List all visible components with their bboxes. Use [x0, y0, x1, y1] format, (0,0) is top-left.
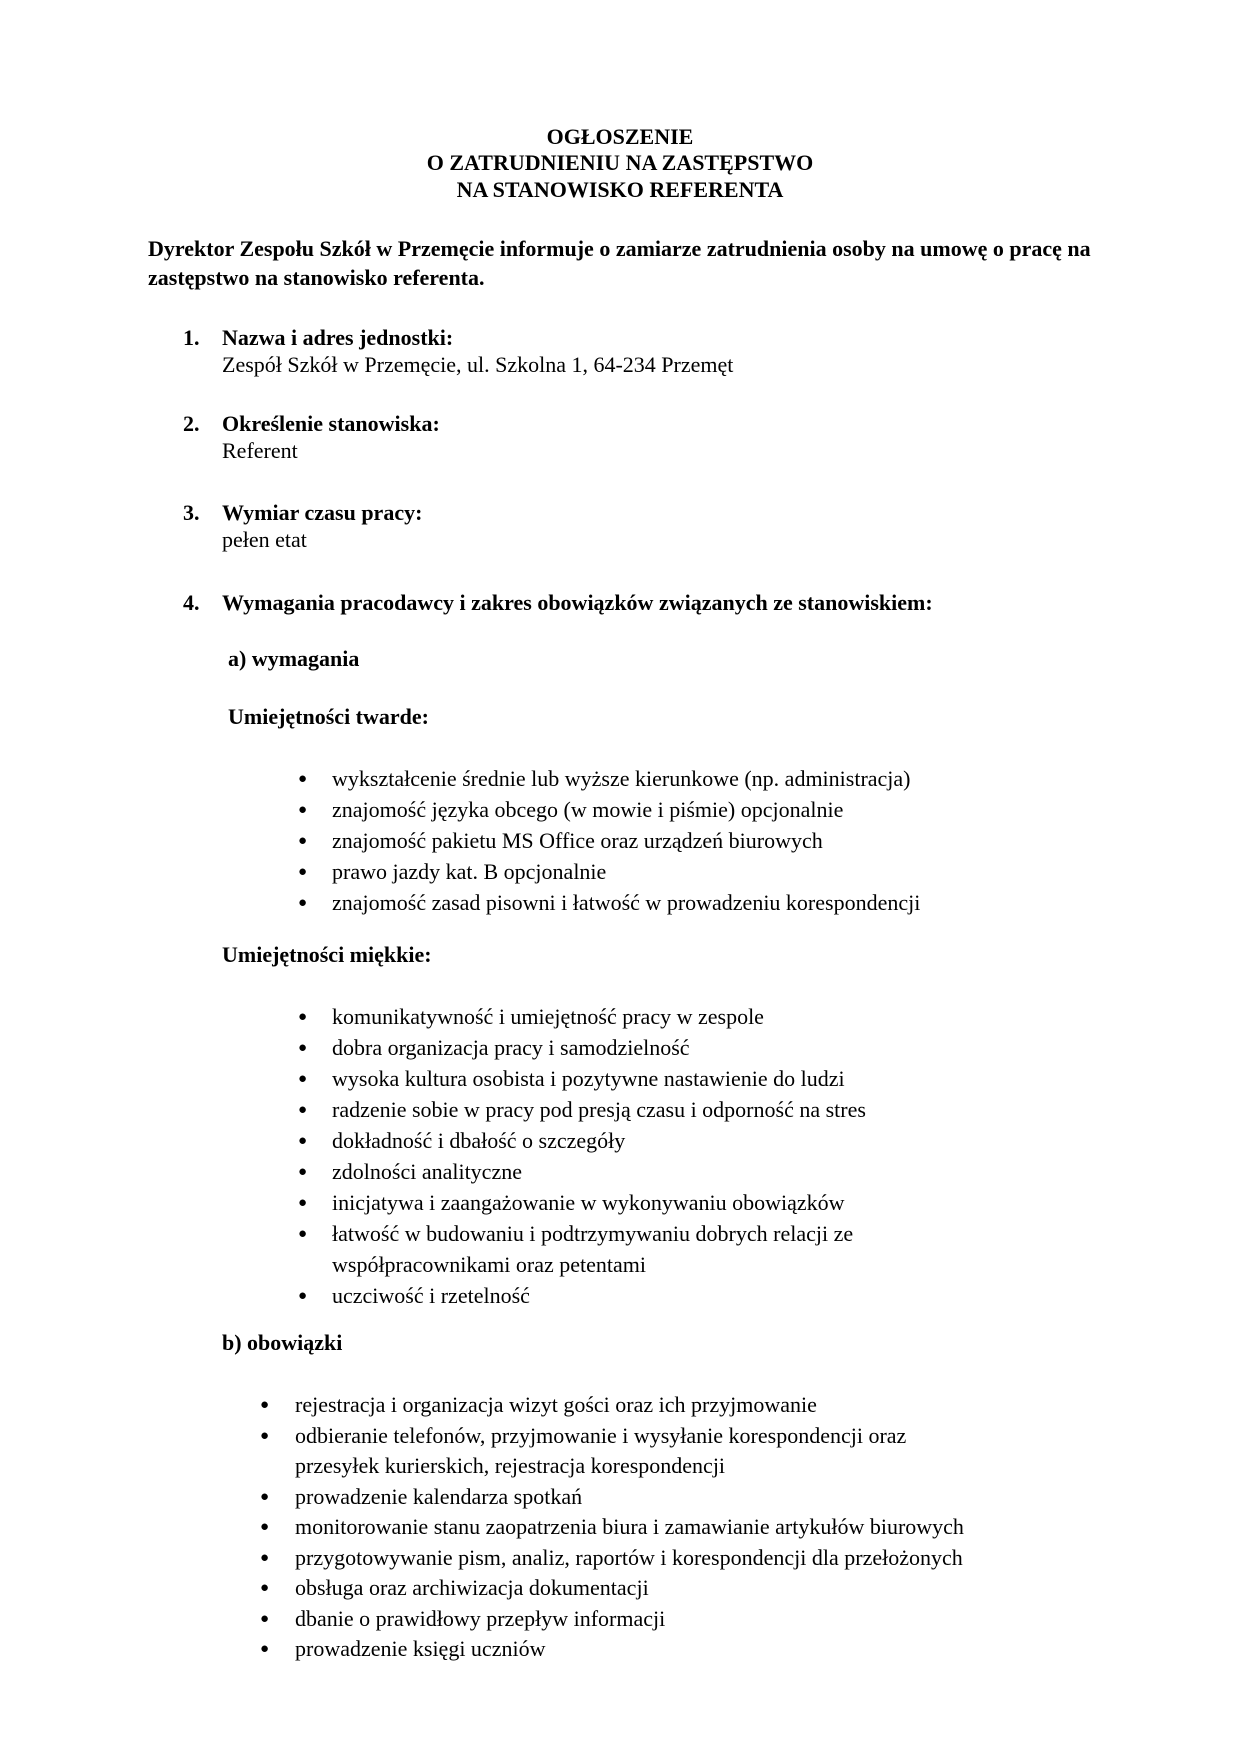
- list-item-text: przygotowywanie pism, analiz, raportów i korespondencji dla przełożonych: [295, 1544, 963, 1570]
- requirements-label: a) wymagania: [228, 646, 360, 671]
- section-2-number: 2.: [183, 411, 200, 436]
- list-item-text: radzenie sobie w pracy pod presją czasu i odporność na stres: [332, 1097, 866, 1122]
- title-line-3: NA STANOWISKO REFERENTA: [456, 177, 784, 202]
- list-item-text: zdolności analityczne: [332, 1159, 522, 1184]
- section-2-value: Referent: [222, 438, 298, 463]
- section-1-heading: Nazwa i adres jednostki:: [222, 325, 454, 350]
- list-item-text: prawo jazdy kat. B opcjonalnie: [332, 859, 607, 884]
- bullet-icon: ●: [298, 802, 308, 818]
- bullet-icon: ●: [298, 833, 308, 849]
- list-item-text: komunikatywność i umiejętność pracy w zespole: [332, 1004, 764, 1029]
- hard-skills-heading: Umiejętności twarde:: [228, 704, 429, 729]
- list-item-text: wysoka kultura osobista i pozytywne nastawienie do ludzi: [332, 1066, 845, 1091]
- bullet-icon: ●: [260, 1641, 270, 1657]
- list-item-text: współpracownikami oraz petentami: [332, 1252, 647, 1277]
- list-item-text: prowadzenie kalendarza spotkań: [295, 1483, 583, 1509]
- bullet-icon: ●: [260, 1488, 270, 1505]
- list-item-text: obsługa oraz archiwizacja dokumentacji: [295, 1575, 649, 1600]
- section-3-number: 3.: [183, 500, 200, 525]
- title-line-1: OGŁOSZENIE: [546, 124, 694, 149]
- list-item-text: prowadzenie księgi uczniów: [295, 1636, 546, 1661]
- title-line-2: O ZATRUDNIENIU NA ZASTĘPSTWO: [426, 150, 814, 175]
- bullet-icon: ●: [260, 1610, 270, 1627]
- list-item-text: inicjatywa i zaangażowanie w wykonywaniu obowiązków: [332, 1190, 845, 1215]
- list-item-text: znajomość zasad pisowni i łatwość w prowadzeniu korespondencji: [332, 890, 921, 915]
- list-item-text: dobra organizacja pracy i samodzielność: [332, 1035, 690, 1060]
- bullet-icon: ●: [298, 1288, 308, 1304]
- bullet-icon: ●: [298, 1226, 308, 1242]
- section-1-value: Zespół Szkół w Przemęcie, ul. Szkolna 1, 64-234 Przemęt: [222, 352, 734, 377]
- section-1-number: 1.: [183, 325, 200, 350]
- list-item-text: łatwość w budowaniu i podtrzymywaniu dobrych relacji ze: [332, 1221, 854, 1246]
- bullet-icon: ●: [298, 1164, 308, 1180]
- bullet-icon: ●: [298, 895, 308, 911]
- bullet-icon: ●: [260, 1519, 270, 1535]
- intro-paragraph: Dyrektor Zespołu Szkół w Przemęcie informuje o zamiarze zatrudnienia osoby na umowę o pracę na zastępstwo na stanowisko referenta.: [148, 236, 1091, 290]
- list-item-text: znajomość pakietu MS Office oraz urządzeń biurowych: [332, 828, 823, 853]
- bullet-icon: ●: [298, 1009, 308, 1025]
- soft-skills-heading: Umiejętności miękkie:: [222, 942, 432, 967]
- list-item-text: znajomość języka obcego (w mowie i piśmie) opcjonalnie: [332, 797, 844, 822]
- section-4-heading: Wymagania pracodawcy i zakres obowiązków związanych ze stanowiskiem:: [222, 590, 933, 615]
- list-item-text: uczciwość i rzetelność: [332, 1283, 530, 1308]
- bullet-icon: ●: [298, 1133, 308, 1149]
- bullet-icon: ●: [298, 1195, 308, 1211]
- list-item-text: dokładność i dbałość o szczegóły: [332, 1128, 626, 1153]
- bullet-icon: ●: [298, 1071, 308, 1087]
- bullet-icon: ●: [260, 1549, 270, 1566]
- duties-label: b) obowiązki: [222, 1330, 343, 1355]
- section-2-heading: Określenie stanowiska:: [222, 411, 440, 436]
- list-item-text: odbieranie telefonów, przyjmowanie i wysyłanie korespondencji oraz: [295, 1422, 907, 1448]
- bullet-icon: ●: [260, 1580, 270, 1596]
- bullet-icon: ●: [260, 1397, 270, 1413]
- list-item-text: wykształcenie średnie lub wyższe kierunkowe (np. administracja): [332, 766, 911, 791]
- list-item-text: przesyłek kurierskich, rejestracja korespondencji: [295, 1453, 726, 1478]
- section-3-value: pełen etat: [222, 527, 307, 552]
- bullet-icon: ●: [260, 1427, 270, 1444]
- section-3-heading: Wymiar czasu pracy:: [222, 500, 423, 525]
- section-4-number: 4.: [183, 590, 200, 615]
- list-item-text: rejestracja i organizacja wizyt gości oraz ich przyjmowanie: [295, 1392, 817, 1417]
- bullet-icon: ●: [298, 771, 308, 787]
- bullet-icon: ●: [298, 1040, 308, 1056]
- bullet-icon: ●: [298, 1102, 308, 1118]
- bullet-icon: ●: [298, 864, 308, 880]
- list-item-text: monitorowanie stanu zaopatrzenia biura i zamawianie artykułów biurowych: [295, 1514, 964, 1539]
- list-item-text: dbanie o prawidłowy przepływ informacji: [295, 1605, 666, 1631]
